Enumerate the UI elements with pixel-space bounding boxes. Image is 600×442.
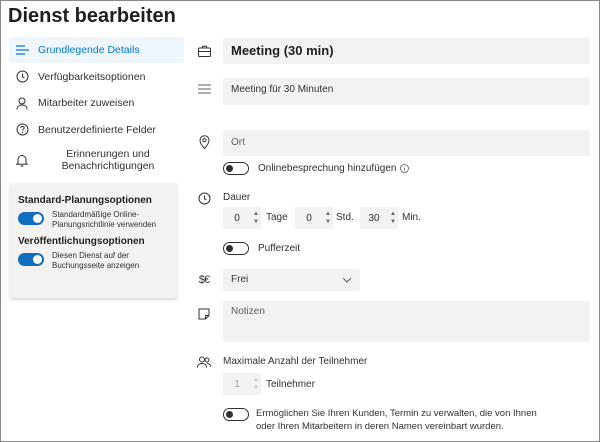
question-icon xyxy=(15,123,29,137)
chevron-down-icon xyxy=(342,277,352,283)
attendees-stepper[interactable] xyxy=(223,373,261,395)
clock-icon xyxy=(15,70,29,84)
hours-stepper[interactable] xyxy=(295,207,333,229)
description-input[interactable]: Meeting für 30 Minuten xyxy=(223,78,590,105)
online-meeting-toggle[interactable] xyxy=(223,162,249,175)
attendees-unit: Teilnehmer xyxy=(266,379,315,390)
price-value: Frei xyxy=(231,274,249,285)
duration-label: Dauer xyxy=(223,192,251,203)
publish-options-title: Veröffentlichungsoptionen xyxy=(18,236,145,247)
location-pin-icon xyxy=(197,135,211,149)
nav-item-label: Benutzerdefinierte Felder xyxy=(38,123,156,136)
customer-manage-toggle[interactable] xyxy=(223,408,249,421)
days-stepper[interactable] xyxy=(223,207,261,229)
nav-item-availability[interactable] xyxy=(9,64,184,90)
nav-item-custom-fields[interactable] xyxy=(9,117,184,143)
default-scheduling-desc: Standardmäßige Online-Planungsrichtlinie verwenden xyxy=(52,210,157,229)
minutes-value: 30 xyxy=(368,212,380,224)
left-nav xyxy=(9,37,184,178)
clock-icon xyxy=(197,191,211,205)
people-icon xyxy=(197,355,211,369)
service-name-input[interactable]: Meeting (30 min) xyxy=(223,38,590,64)
buffer-row xyxy=(223,242,300,255)
options-card xyxy=(10,183,177,298)
minutes-unit: Min. xyxy=(402,212,421,223)
info-icon[interactable] xyxy=(400,164,409,173)
page-title: Dienst bearbeiten xyxy=(8,5,176,27)
stepper-arrows-icon[interactable]: ▲ ▼ xyxy=(253,211,259,225)
nav-item-reminders[interactable] xyxy=(9,143,184,177)
notes-input[interactable]: Notizen xyxy=(223,301,590,342)
scheduling-options-title: Standard-Planungsoptionen xyxy=(18,195,152,206)
description-icon xyxy=(197,82,211,96)
stepper-arrows-icon[interactable]: ▲ ▼ xyxy=(325,211,331,225)
publish-toggle[interactable] xyxy=(18,253,44,266)
hours-unit: Std. xyxy=(336,212,354,223)
nav-item-label: Verfügbarkeitsoptionen xyxy=(38,70,146,83)
buffer-label: Pufferzeit xyxy=(258,243,301,254)
attendees-value: 1 xyxy=(234,378,240,390)
nav-item-assign-staff[interactable] xyxy=(9,90,184,116)
price-icon: $€ xyxy=(198,274,210,286)
customer-manage-row xyxy=(223,407,537,433)
days-unit: Tage xyxy=(266,212,288,223)
details-icon xyxy=(15,43,29,57)
nav-item-label: Erinnerungen und Benachrichtigungen xyxy=(61,148,155,172)
note-icon xyxy=(197,307,211,321)
location-input[interactable]: Ort xyxy=(223,130,590,156)
publish-desc: Diesen Dienst auf der Buchungsseite anzeigen xyxy=(52,251,140,270)
days-value: 0 xyxy=(234,212,240,224)
stepper-arrows-icon[interactable]: ▲ ▼ xyxy=(253,377,259,391)
bell-icon xyxy=(15,153,29,167)
customer-manage-label: Ermöglichen Sie Ihren Kunden, Termin zu verwalten, die von Ihnen oder Ihren Mitarbeitern in deren Namen vereinbart wurden. xyxy=(256,408,537,432)
nav-item-label: Mitarbeiter zuweisen xyxy=(38,97,135,109)
stepper-arrows-icon[interactable]: ▲ ▼ xyxy=(390,211,396,225)
default-scheduling-toggle[interactable] xyxy=(18,212,44,225)
minutes-stepper[interactable] xyxy=(360,207,398,229)
price-dropdown[interactable] xyxy=(223,269,360,291)
online-meeting-label: Onlinebesprechung hinzufügen xyxy=(258,163,397,174)
briefcase-icon xyxy=(197,44,211,58)
person-icon xyxy=(15,96,29,110)
nav-item-basic-details[interactable] xyxy=(9,37,184,63)
buffer-toggle[interactable] xyxy=(223,242,249,255)
online-meeting-row xyxy=(223,162,409,175)
max-attendees-label: Maximale Anzahl der Teilnehmer xyxy=(223,356,368,367)
nav-item-label: Grundlegende Details xyxy=(38,44,140,56)
hours-value: 0 xyxy=(306,212,312,224)
